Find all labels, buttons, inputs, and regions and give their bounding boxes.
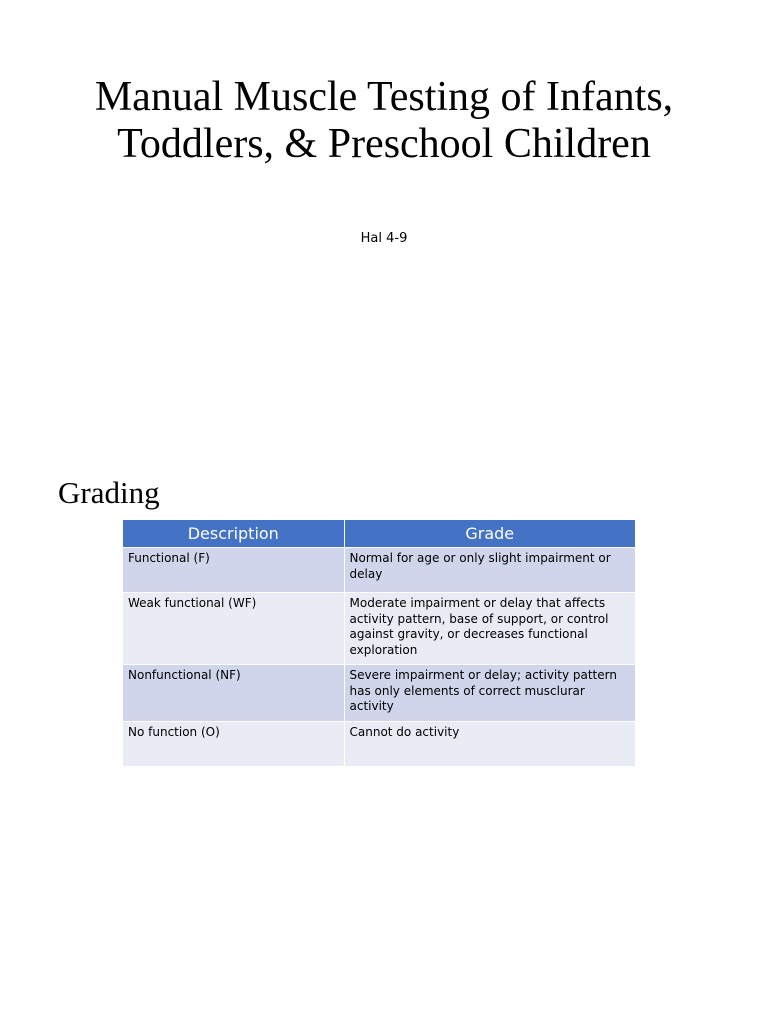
grading-table	[123, 520, 635, 766]
table-header-row	[123, 520, 635, 548]
table-cell-description: No function (O)	[123, 721, 344, 766]
column-header-grade: Grade	[344, 520, 635, 548]
table-cell-grade: Severe impairment or delay; activity pattern has only elements of correct musclurar activity	[344, 665, 635, 722]
table-cell-grade: Cannot do activity	[344, 721, 635, 766]
slide-subtitle: Hal 4-9	[360, 231, 408, 246]
column-header-description: Description	[123, 520, 344, 548]
table-cell-description: Weak functional (WF)	[123, 593, 344, 665]
table-cell-description: Functional (F)	[123, 548, 344, 593]
table-cell-grade: Normal for age or only slight impairment or delay	[344, 548, 635, 593]
table-row	[123, 721, 635, 766]
table-row	[123, 665, 635, 722]
slide-title: Manual Muscle Testing of Infants, Toddlers, & Preschool Children	[94, 74, 674, 167]
table-row	[123, 593, 635, 665]
table-cell-description: Nonfunctional (NF)	[123, 665, 344, 722]
table-cell-grade: Moderate impairment or delay that affects activity pattern, base of support, or control against gravity, or decreases functional exploration	[344, 593, 635, 665]
section-heading: Grading	[58, 475, 160, 510]
table-row	[123, 548, 635, 593]
